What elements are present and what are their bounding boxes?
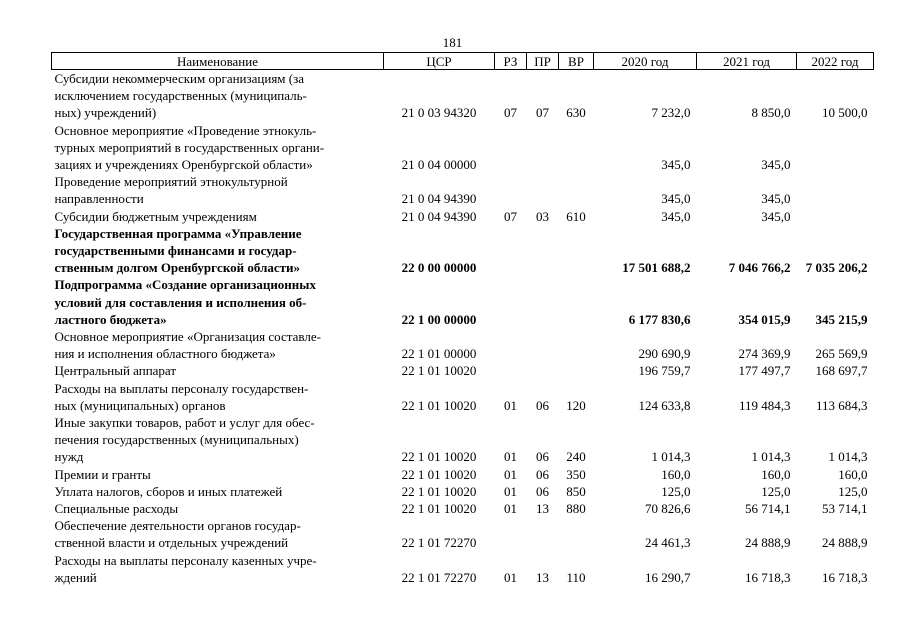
row-vr <box>559 517 594 551</box>
row-2022: 345 215,9 <box>815 311 868 327</box>
row-name-line: Основное мероприятие «Организация составле- <box>54 329 321 345</box>
row-2022: 160,0 <box>838 466 868 482</box>
table-row <box>52 483 874 500</box>
row-name-line: Расходы на выплаты персоналу казенных учре- <box>54 552 317 568</box>
row-vr <box>559 276 594 328</box>
row-2020: 196 759,7 <box>638 363 691 379</box>
row-2020: 345,0 <box>661 157 691 173</box>
row-name-line: Уплата налогов, сборов и иных платежей <box>54 483 283 499</box>
row-name-line: направленности <box>54 191 144 207</box>
row-vr <box>559 225 594 277</box>
row-vr: 630 <box>566 105 586 121</box>
header-pr: ПР <box>527 53 559 70</box>
table-header-row <box>52 53 874 70</box>
row-2022: 1 014,3 <box>828 449 868 465</box>
row-csr: 21 0 04 00000 <box>401 157 477 173</box>
budget-table <box>51 52 874 586</box>
row-csr: 22 0 00 00000 <box>401 260 477 276</box>
row-vr: 240 <box>566 449 586 465</box>
row-rz: 07 <box>504 208 517 224</box>
row-2022: 53 714,1 <box>822 501 868 517</box>
row-name <box>52 517 384 551</box>
row-2020: 16 290,7 <box>645 569 691 585</box>
row-2020: 6 177 830,6 <box>628 311 691 327</box>
header-2020: 2020 год <box>594 53 697 70</box>
row-pr: 07 <box>536 105 549 121</box>
row-rz <box>495 517 527 551</box>
row-2020: 124 633,8 <box>638 397 691 413</box>
row-pr <box>527 517 559 551</box>
row-name-line: Премии и гранты <box>54 466 151 482</box>
row-pr: 06 <box>536 397 549 413</box>
row-name-line: Специальные расходы <box>54 501 179 517</box>
row-name-line: Подпрограмма «Создание организационных <box>54 277 316 293</box>
row-2022: 125,0 <box>838 483 868 499</box>
row-2020: 17 501 688,2 <box>622 260 691 276</box>
row-name <box>52 225 384 277</box>
table-row <box>52 208 874 225</box>
table-row <box>52 122 874 174</box>
row-name-line: ственным долгом Оренбургской области» <box>54 260 301 276</box>
row-name-line: Проведение мероприятий этнокультурной <box>54 174 288 190</box>
row-2022 <box>797 122 874 174</box>
row-pr <box>527 173 559 207</box>
row-2021: 354 015,9 <box>738 311 791 327</box>
row-rz <box>495 225 527 277</box>
header-name: Наименование <box>52 53 384 70</box>
row-2020: 345,0 <box>661 191 691 207</box>
row-2020: 160,0 <box>661 466 691 482</box>
row-pr <box>527 362 559 379</box>
row-rz <box>495 173 527 207</box>
row-2020: 125,0 <box>661 483 691 499</box>
row-vr <box>559 362 594 379</box>
row-rz: 01 <box>504 449 517 465</box>
row-rz <box>495 122 527 174</box>
row-vr: 610 <box>566 208 586 224</box>
row-name <box>52 466 384 483</box>
row-vr: 120 <box>566 397 586 413</box>
row-rz: 01 <box>504 397 517 413</box>
row-csr: 21 0 04 94390 <box>401 191 477 207</box>
row-name-line: нужд <box>54 449 84 465</box>
row-name-line: зациях и учреждениях Оренбургской области» <box>54 157 313 173</box>
header-rz: РЗ <box>495 53 527 70</box>
row-csr: 21 0 03 94320 <box>401 105 477 121</box>
row-name-line: государственными финансами и государ- <box>54 243 297 259</box>
row-name <box>52 208 384 225</box>
row-name-line: Обеспечение деятельности органов государ- <box>54 518 301 534</box>
row-2021: 24 888,9 <box>745 535 791 551</box>
row-2022 <box>797 208 874 225</box>
row-rz <box>495 328 527 362</box>
row-2020: 290 690,9 <box>638 346 691 362</box>
row-name <box>52 173 384 207</box>
row-2022: 7 035 206,2 <box>805 260 868 276</box>
row-pr: 06 <box>536 483 549 499</box>
row-name-line: Иные закупки товаров, работ и услуг для обес- <box>54 415 315 431</box>
row-name-line: ных) учреждений) <box>54 105 157 121</box>
page-number: 181 <box>442 35 463 50</box>
row-rz: 01 <box>504 569 517 585</box>
row-2022: 10 500,0 <box>822 105 868 121</box>
row-vr: 880 <box>566 501 586 517</box>
row-csr: 21 0 04 94390 <box>401 208 477 224</box>
row-rz: 01 <box>504 501 517 517</box>
row-name-line: печения государственных (муниципальных) <box>54 432 299 448</box>
row-name <box>52 276 384 328</box>
table-row <box>52 328 874 362</box>
row-rz <box>495 362 527 379</box>
row-name-line: ственной власти и отдельных учреждений <box>54 535 289 551</box>
row-name <box>52 483 384 500</box>
table-row <box>52 517 874 551</box>
header-vr: ВР <box>559 53 594 70</box>
row-csr: 22 1 01 72270 <box>401 535 477 551</box>
row-2020: 1 014,3 <box>651 449 691 465</box>
row-csr: 22 1 01 10020 <box>401 501 477 517</box>
row-2022: 168 697,7 <box>815 363 868 379</box>
header-csr: ЦСР <box>384 53 495 70</box>
row-name-line: Основное мероприятие «Проведение этнокуль- <box>54 122 317 138</box>
row-2020: 7 232,0 <box>651 105 691 121</box>
row-pr: 06 <box>536 449 549 465</box>
row-csr: 22 1 01 10020 <box>401 363 477 379</box>
table-row <box>52 70 874 122</box>
row-pr <box>527 328 559 362</box>
row-2021: 345,0 <box>761 208 791 224</box>
row-vr: 350 <box>566 466 586 482</box>
row-rz: 01 <box>504 483 517 499</box>
budget-table-container <box>51 52 873 586</box>
row-name-line: Государственная программа «Управление <box>54 225 302 241</box>
row-rz <box>495 276 527 328</box>
table-row <box>52 380 874 414</box>
table-row <box>52 276 874 328</box>
row-name-line: ластного бюджета» <box>54 311 167 327</box>
row-name-line: Субсидии бюджетным учреждениям <box>54 208 257 224</box>
table-row <box>52 552 874 586</box>
row-csr: 22 1 01 10020 <box>401 449 477 465</box>
row-csr: 22 1 00 00000 <box>401 311 477 327</box>
row-2020: 24 461,3 <box>645 535 691 551</box>
row-name-line: Центральный аппарат <box>54 363 177 379</box>
row-2021: 7 046 766,2 <box>728 260 791 276</box>
row-pr: 13 <box>536 501 549 517</box>
row-name <box>52 70 384 122</box>
row-name-line: ния и исполнения областного бюджета» <box>54 346 276 362</box>
row-pr: 03 <box>536 208 549 224</box>
row-name-line: Субсидии некоммерческим организациям (за <box>54 71 305 86</box>
row-pr <box>527 122 559 174</box>
row-2021: 125,0 <box>761 483 791 499</box>
row-2021: 345,0 <box>761 191 791 207</box>
row-name <box>52 414 384 466</box>
row-name <box>52 122 384 174</box>
row-2020: 345,0 <box>661 208 691 224</box>
table-body <box>52 70 874 587</box>
row-name <box>52 328 384 362</box>
row-csr: 22 1 01 10020 <box>401 466 477 482</box>
row-name <box>52 380 384 414</box>
row-name <box>52 500 384 517</box>
row-vr: 850 <box>566 483 586 499</box>
header-2021: 2021 год <box>697 53 797 70</box>
row-2022: 265 569,9 <box>815 346 868 362</box>
row-pr <box>527 276 559 328</box>
row-2022: 16 718,3 <box>822 569 868 585</box>
row-rz: 07 <box>504 105 517 121</box>
row-rz: 01 <box>504 466 517 482</box>
row-csr: 22 1 01 00000 <box>401 346 477 362</box>
row-name <box>52 362 384 379</box>
header-2022: 2022 год <box>797 53 874 70</box>
row-2020: 70 826,6 <box>645 501 691 517</box>
row-2021: 345,0 <box>761 157 791 173</box>
table-row <box>52 500 874 517</box>
row-2021: 119 484,3 <box>738 397 791 413</box>
row-pr: 06 <box>536 466 549 482</box>
row-name-line: Расходы на выплаты персоналу государствен- <box>54 380 309 396</box>
row-name-line: турных мероприятий в государственных органи- <box>54 139 325 155</box>
row-vr <box>559 122 594 174</box>
row-2021: 56 714,1 <box>745 501 791 517</box>
row-name-line: ных (муниципальных) органов <box>54 397 226 413</box>
row-name-line: условий для составления и исполнения об- <box>54 294 307 310</box>
table-row <box>52 466 874 483</box>
row-2021: 274 369,9 <box>738 346 791 362</box>
row-2021: 1 014,3 <box>751 449 791 465</box>
table-row <box>52 225 874 277</box>
row-2021: 16 718,3 <box>745 569 791 585</box>
row-csr: 22 1 01 72270 <box>401 569 477 585</box>
row-vr <box>559 173 594 207</box>
row-csr: 22 1 01 10020 <box>401 397 477 413</box>
table-row <box>52 362 874 379</box>
row-2021: 8 850,0 <box>751 105 791 121</box>
row-pr <box>527 225 559 277</box>
row-vr: 110 <box>566 569 586 585</box>
row-csr: 22 1 01 10020 <box>401 483 477 499</box>
table-row <box>52 414 874 466</box>
row-pr: 13 <box>536 569 549 585</box>
row-name-line: исключением государственных (муниципаль- <box>54 88 307 104</box>
row-2021: 177 497,7 <box>738 363 791 379</box>
row-2022: 113 684,3 <box>815 397 868 413</box>
row-name <box>52 552 384 586</box>
row-2021: 160,0 <box>761 466 791 482</box>
row-2022 <box>797 173 874 207</box>
table-row <box>52 173 874 207</box>
row-2022: 24 888,9 <box>822 535 868 551</box>
row-name-line: ждений <box>54 569 97 585</box>
row-vr <box>559 328 594 362</box>
